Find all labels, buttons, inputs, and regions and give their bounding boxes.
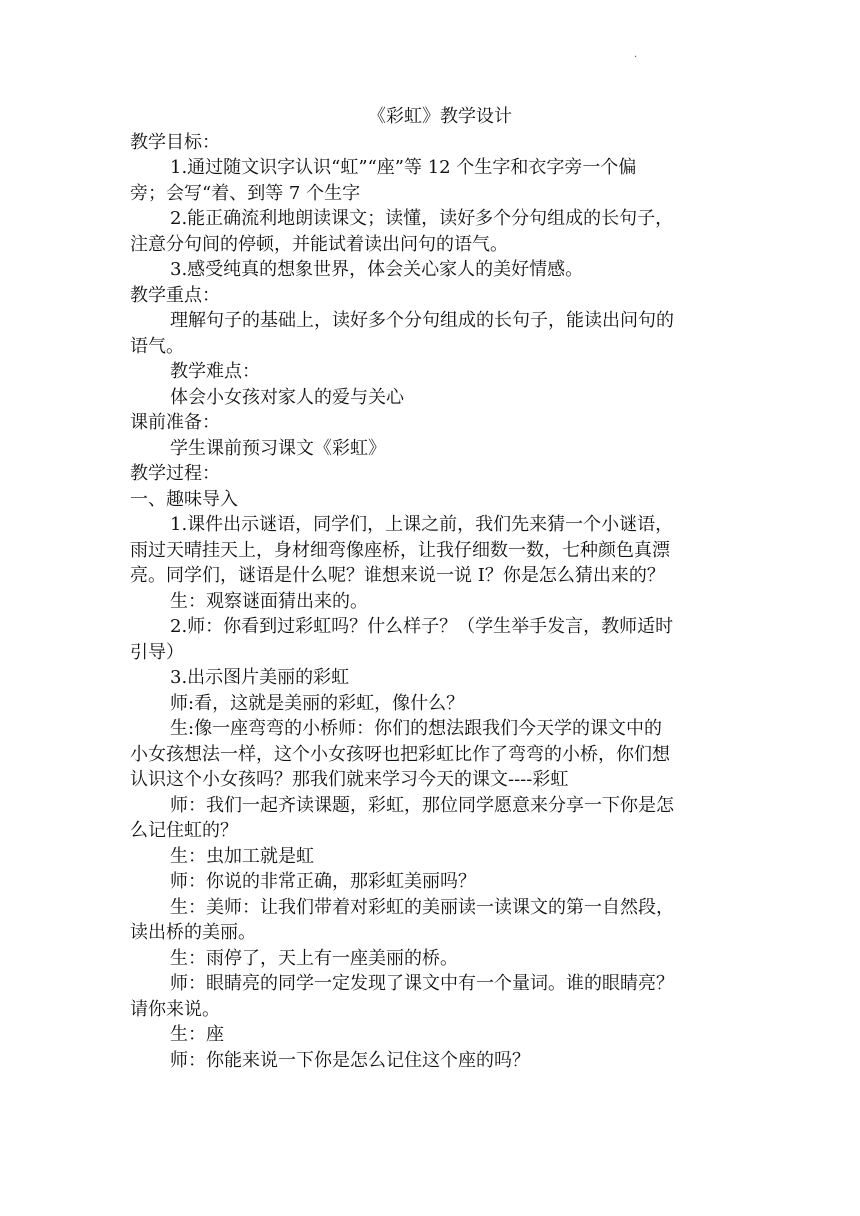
text-line: 师：眼睛亮的同学一定发现了课文中有一个量词。谁的眼睛亮？ — [170, 973, 674, 994]
text-line: 师：你能来说一下你是怎么记住这个座的吗？ — [170, 1049, 530, 1071]
text-line: 教学难点： — [170, 361, 260, 382]
text-line: 雨过天晴挂天上，身材细弯像座桥，让我仔细数一数，七种颜色真漂 — [130, 539, 670, 561]
text-line: 小女孩想法一样，这个小女孩呀也把彩虹比作了弯弯的小桥，你们想 — [130, 743, 670, 765]
text-line: 生：雨停了，天上有一座美丽的桥。 — [170, 947, 458, 969]
text-line: 请你来说。 — [130, 998, 220, 1020]
text-line: 认识这个小女孩吗？那我们就来学习今天的课文----彩虹 — [130, 769, 569, 790]
text-line: 生：虫加工就是虹 — [170, 845, 314, 867]
text-line: 注意分句间的停顿，并能试着读出问句的语气。 — [130, 233, 508, 255]
text-line: 1.通过随文识字认识“虹”“座”等 12 个生字和衣字旁一个偏 — [170, 157, 637, 178]
text-line: 教学过程： — [130, 463, 220, 484]
text-line: 一、趣味导入 — [130, 488, 238, 510]
text-line: 3.感受纯真的想象世界，体会关心家人的美好情感。 — [170, 259, 584, 280]
corner-mark: · — [634, 52, 638, 63]
text-line: 生：座 — [170, 1024, 224, 1045]
text-line: 教学目标： — [130, 131, 220, 153]
text-line: 亮。同学们，谜语是什么呢？谁想来说一说 I？你是怎么猜出来的？ — [130, 565, 665, 586]
text-line: 么记住虹的？ — [130, 820, 238, 841]
text-line: 2.能正确流利地朗读课文；读懂，读好多个分句组成的长句子， — [170, 208, 674, 229]
text-line: 3.出示图片美丽的彩虹 — [170, 667, 350, 688]
text-line: 课前准备： — [130, 412, 220, 433]
text-line: 语气。 — [130, 335, 184, 357]
text-line: 教学重点： — [130, 284, 220, 306]
document-lines — [130, 130, 730, 1074]
text-line: 师：我们一起齐读课题，彩虹，那位同学愿意来分享一下你是怎 — [170, 794, 674, 816]
document-body — [130, 104, 730, 1073]
document-title: 《彩虹》教学设计 — [368, 106, 512, 127]
text-line: 读出桥的美丽。 — [130, 922, 256, 943]
text-line: 体会小女孩对家人的爱与关心 — [170, 386, 404, 408]
text-line: 师：你说的非常正确，那彩虹美丽吗？ — [170, 871, 476, 892]
text-line: 生：美师：让我们带着对彩虹的美丽读一读课文的第一自然段， — [170, 896, 674, 918]
text-line: 1.课件出示谜语，同学们，上课之前，我们先来猜一个小谜语， — [170, 514, 674, 535]
text-line: 2.师：你看到过彩虹吗？什么样子？（学生举手发言，教师适时 — [170, 616, 674, 637]
text-line: 学生课前预习课文《彩虹》 — [170, 437, 386, 459]
text-line: 生：观察谜面猜出来的。 — [170, 590, 368, 612]
text-line: 理解句子的基础上，读好多个分句组成的长句子，能读出问句的 — [170, 310, 674, 331]
text-line: 生:像一座弯弯的小桥师：你们的想法跟我们今天学的课文中的 — [170, 718, 663, 739]
text-line: 旁；会写“着、到等 7 个生字 — [130, 182, 361, 204]
text-line: 引导） — [130, 641, 184, 663]
text-line: 师:看，这就是美丽的彩虹，像什么？ — [170, 692, 465, 714]
